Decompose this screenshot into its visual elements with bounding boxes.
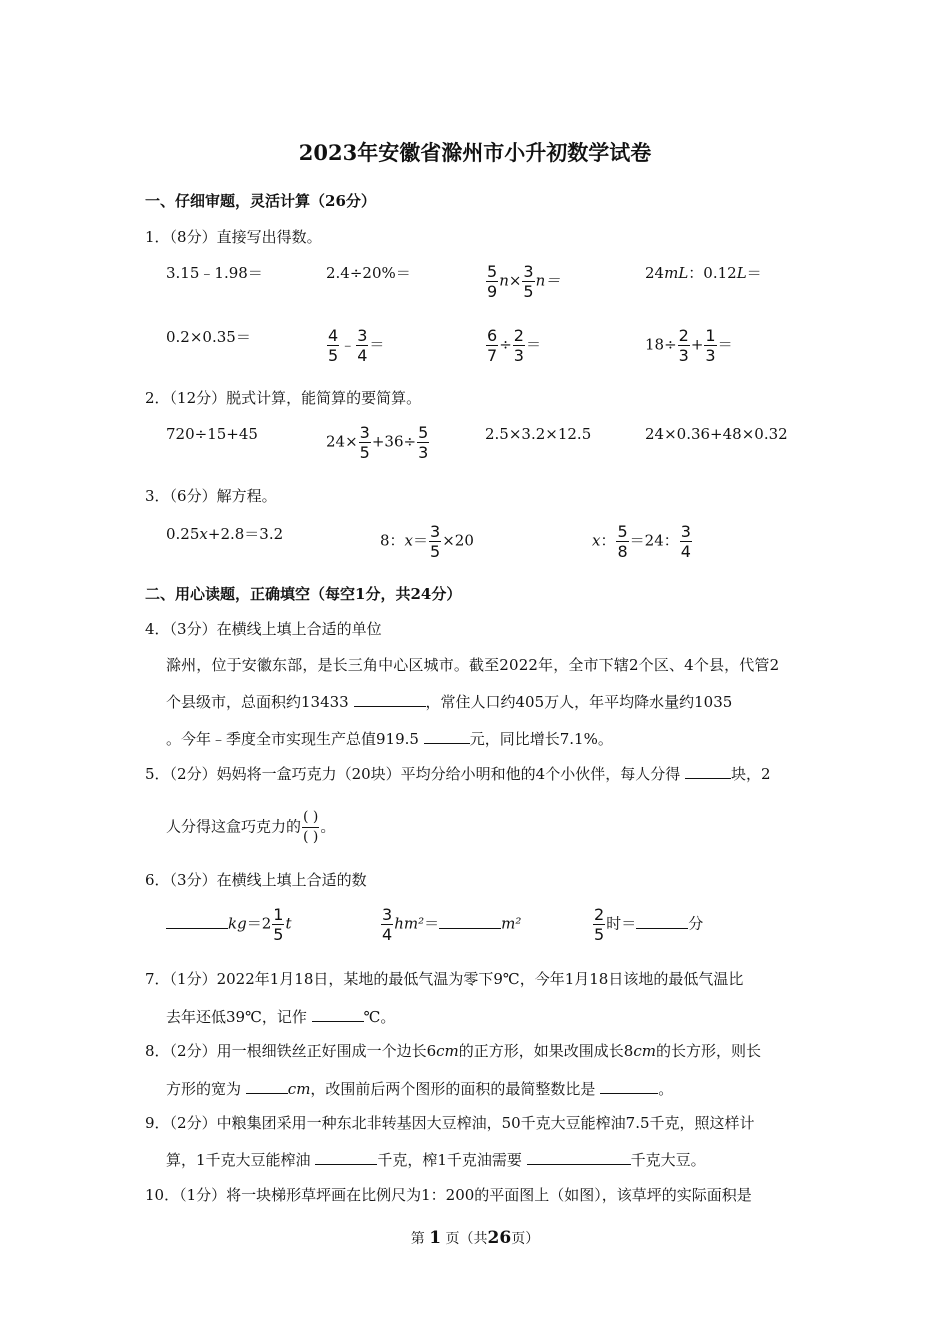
q3-e2-d: ×20 bbox=[442, 531, 474, 550]
q6-blank-b[interactable] bbox=[439, 912, 501, 929]
q1-e4-d: L bbox=[736, 264, 747, 282]
footer-total-pages: 26 bbox=[487, 1228, 512, 1248]
q4-blank-2[interactable] bbox=[424, 727, 470, 744]
q6-label: 6．（3分）在横线上填上合适的数 bbox=[145, 871, 367, 889]
q1-e8-den1: 3 bbox=[678, 346, 689, 365]
q1-e3-num2: 3 bbox=[523, 262, 534, 281]
q4-line-1: 滁州，位于安徽东部，是长三角中心区城市。截至2022年，全市下辖2个区、4个县，代管2 bbox=[166, 656, 780, 674]
q6-item-c bbox=[592, 905, 703, 944]
q9-blank-1[interactable] bbox=[315, 1148, 377, 1165]
q8-l2-b: ，改围前后两个图形的面积的最简整数比是 bbox=[310, 1080, 596, 1098]
q5-l2-end: 。 bbox=[320, 817, 336, 836]
q5-line-2 bbox=[166, 808, 335, 847]
q3-e2-b: x bbox=[404, 531, 414, 550]
q2-e2-den2: 3 bbox=[418, 443, 429, 462]
q8-blank-2[interactable] bbox=[600, 1077, 658, 1094]
q2-e2-num1: 3 bbox=[359, 423, 370, 442]
footer-a: 第 bbox=[410, 1231, 425, 1247]
q2-expr-1: 720÷15+45 bbox=[166, 425, 258, 443]
q4-line-3 bbox=[166, 727, 613, 749]
q1-e8-den2: 3 bbox=[705, 346, 716, 365]
q1-e8-num1: 2 bbox=[678, 326, 689, 345]
q5-blank-1[interactable] bbox=[685, 762, 731, 779]
q6-a-eq: ＝2 bbox=[246, 914, 272, 933]
q7-l2-b: ℃。 bbox=[363, 1008, 396, 1026]
q2-e2-pre: 24× bbox=[326, 432, 358, 451]
q3-e3-a: x bbox=[592, 531, 601, 550]
q5-l1-b: 块，2 bbox=[731, 765, 771, 783]
q4-blank-1[interactable] bbox=[354, 690, 426, 707]
q3-label: 3．（6分）解方程。 bbox=[145, 487, 277, 505]
q6-c-num: 2 bbox=[594, 905, 605, 924]
q4-l2-a: 个县级市，总面积约13433 bbox=[166, 693, 349, 711]
q1-e4-b: mL bbox=[664, 264, 689, 282]
q1-expr-5: 0.2×0.35＝ bbox=[166, 328, 251, 346]
q1-expr-3 bbox=[485, 262, 560, 301]
page-title: 2023年安徽省滁州市小升初数学试卷 bbox=[298, 140, 652, 165]
q8-blank-1[interactable] bbox=[246, 1077, 288, 1094]
q6-b-unit2: m² bbox=[501, 914, 522, 933]
q6-item-a bbox=[166, 905, 291, 944]
q4-l3-b: 元，同比增长7.1%。 bbox=[469, 730, 613, 748]
q6-b-unit: hm² bbox=[394, 914, 425, 933]
q4-l3-a: 。今年﹣季度全市实现生产总值919.5 bbox=[166, 730, 419, 748]
q8-l1-cm2: cm bbox=[633, 1042, 656, 1060]
q6-b-eq: ＝ bbox=[424, 914, 440, 933]
q8-line-2 bbox=[166, 1077, 673, 1099]
q2-e2-den1: 5 bbox=[359, 443, 370, 462]
q4-line-2 bbox=[166, 690, 732, 712]
q3-e1-a: 0.25 bbox=[166, 525, 200, 543]
q8-l1-a: 8．（2分）用一根细铁丝正好围成一个边长6 bbox=[145, 1042, 437, 1060]
q3-e1-b: x bbox=[199, 525, 208, 543]
q3-expr-3 bbox=[592, 522, 693, 561]
footer-b: 页（共 bbox=[445, 1231, 488, 1247]
q1-e4-c: ：0.12 bbox=[688, 264, 737, 282]
q8-l1-c: 的长方形，则长 bbox=[655, 1042, 761, 1060]
q2-e2-num2: 5 bbox=[418, 423, 429, 442]
q3-e3-b: ： bbox=[600, 531, 616, 550]
q1-expr-6 bbox=[326, 326, 384, 365]
q8-l2-c: 。 bbox=[658, 1080, 674, 1098]
q4-label: 4．（3分）在横线上填上合适的单位 bbox=[145, 620, 382, 638]
q8-l2-cm: cm bbox=[287, 1080, 311, 1098]
q5-paren-bottom[interactable]: ( ) bbox=[303, 829, 319, 845]
q1-e6-den2: 4 bbox=[357, 346, 368, 365]
q3-e2-c: ＝ bbox=[413, 531, 429, 550]
q1-e7-den1: 7 bbox=[487, 346, 498, 365]
q9-line-1: 9．（2分）中粮集团采用一种东北非转基因大豆榨油，50千克大豆能榨油7.5千克，照这样计 bbox=[145, 1114, 755, 1132]
footer-page-number: 1 bbox=[429, 1228, 442, 1248]
q1-e6-num1: 4 bbox=[328, 326, 339, 345]
q1-label: 1．（8分）直接写出得数。 bbox=[145, 228, 322, 246]
q6-b-num: 3 bbox=[382, 905, 393, 924]
q1-e6-op: ﹣ bbox=[340, 335, 356, 354]
q9-line-2 bbox=[166, 1148, 706, 1170]
q1-expr-1: 3.15﹣1.98＝ bbox=[166, 264, 263, 282]
q8-l1-b: 的正方形，如果改围成长8 bbox=[458, 1042, 634, 1060]
q5-l1-a: 5．（2分）妈妈将一盒巧克力（20块）平均分给小明和他的4个小伙伴，每人分得 bbox=[145, 765, 681, 783]
q7-line-1: 7．（1分）2022年1月18日，某地的最低气温为零下9℃，今年1月18日该地的最低气温比 bbox=[145, 970, 744, 988]
q8-l1-cm1: cm bbox=[436, 1042, 459, 1060]
q1-e8-end: ＝ bbox=[717, 335, 733, 354]
q1-e3-num1: 5 bbox=[487, 262, 498, 281]
q1-expr-7 bbox=[485, 326, 541, 365]
q2-expr-2 bbox=[326, 423, 430, 462]
q6-b-den: 4 bbox=[382, 925, 393, 944]
q2-expr-3: 2.5×3.2×12.5 bbox=[485, 425, 592, 443]
q1-e3-den2: 5 bbox=[523, 282, 534, 301]
q1-e7-num2: 2 bbox=[513, 326, 524, 345]
q1-e6-num2: 3 bbox=[357, 326, 368, 345]
q5-paren-top[interactable]: ( ) bbox=[302, 808, 319, 828]
q1-e3-den1: 9 bbox=[487, 282, 498, 301]
q6-a-num: 1 bbox=[273, 905, 284, 924]
q1-e3-end: n＝ bbox=[535, 271, 561, 290]
q3-e3-den1: 8 bbox=[617, 542, 628, 561]
q6-a-t: t bbox=[285, 914, 292, 933]
q7-blank[interactable] bbox=[312, 1005, 364, 1022]
q3-e3-c: ＝24： bbox=[629, 531, 679, 550]
q1-e7-op: ÷ bbox=[499, 335, 512, 354]
q1-e7-end: ＝ bbox=[525, 335, 541, 354]
page-footer bbox=[0, 1228, 950, 1248]
q3-expr-2 bbox=[380, 522, 474, 561]
q7-l2-a: 去年还低39℃，记作 bbox=[166, 1008, 307, 1026]
q2-expr-4: 24×0.36+48×0.32 bbox=[645, 425, 788, 443]
q6-a-den: 5 bbox=[273, 925, 284, 944]
q6-blank-c[interactable] bbox=[636, 912, 688, 929]
q1-e6-end: ＝ bbox=[369, 335, 385, 354]
q1-e4-a: 24 bbox=[645, 264, 665, 282]
q9-l2-c: 千克大豆。 bbox=[630, 1151, 706, 1169]
q1-expr-8 bbox=[645, 326, 733, 365]
q6-item-b bbox=[380, 905, 521, 944]
q6-c-text: 时＝ bbox=[606, 914, 637, 933]
q1-expr-4 bbox=[645, 262, 762, 283]
footer-c: 页） bbox=[511, 1231, 540, 1247]
q1-e8-pre: 18÷ bbox=[645, 335, 677, 354]
q7-line-2 bbox=[166, 1005, 395, 1027]
q5-line-1 bbox=[145, 762, 771, 784]
q5-l2-text: 人分得这盒巧克力的 bbox=[166, 817, 302, 836]
q8-l2-a: 方形的宽为 bbox=[166, 1080, 242, 1098]
q1-e4-e: ＝ bbox=[746, 264, 762, 282]
q9-l2-a: 算，1千克大豆能榨油 bbox=[166, 1151, 311, 1169]
q3-e3-den2: 4 bbox=[680, 542, 691, 561]
q6-a-unit: kg bbox=[228, 914, 247, 933]
q9-blank-2[interactable] bbox=[527, 1148, 631, 1165]
q10-line-1: 10．（1分）将一块梯形草坪画在比例尺为1：200的平面图上（如图），该草坪的实际面积是 bbox=[145, 1186, 752, 1204]
q6-blank-a[interactable] bbox=[166, 912, 228, 929]
q3-e2-den: 5 bbox=[430, 542, 441, 561]
q8-line-1 bbox=[145, 1040, 761, 1061]
q2-e2-mid: +36÷ bbox=[371, 432, 417, 451]
q1-expr-2: 2.4÷20%＝ bbox=[326, 264, 411, 282]
q1-e3-mid: n× bbox=[499, 271, 522, 290]
section2-heading: 二、用心读题，正确填空（每空1分，共24分） bbox=[145, 585, 462, 603]
q3-e2-a: 8： bbox=[380, 531, 405, 550]
q1-e7-den2: 3 bbox=[513, 346, 524, 365]
q1-e8-op: + bbox=[690, 335, 704, 354]
q2-label: 2．（12分）脱式计算，能简算的要简算。 bbox=[145, 389, 422, 407]
q9-l2-b: 千克，榨1千克油需要 bbox=[377, 1151, 522, 1169]
q1-e6-den1: 5 bbox=[328, 346, 339, 365]
q1-e7-num1: 6 bbox=[487, 326, 498, 345]
q3-expr-1 bbox=[166, 523, 283, 544]
q4-l2-b: ，常住人口约405万人，年平均降水量约1035 bbox=[425, 693, 733, 711]
q6-c-end: 分 bbox=[688, 914, 704, 933]
q3-e2-num: 3 bbox=[430, 522, 441, 541]
q3-e3-num1: 5 bbox=[617, 522, 628, 541]
q3-e1-c: +2.8＝3.2 bbox=[207, 525, 284, 543]
q3-e3-num2: 3 bbox=[680, 522, 691, 541]
section1-heading: 一、仔细审题，灵活计算（26分） bbox=[145, 192, 376, 210]
q1-e8-num2: 1 bbox=[705, 326, 716, 345]
q6-c-den: 5 bbox=[594, 925, 605, 944]
